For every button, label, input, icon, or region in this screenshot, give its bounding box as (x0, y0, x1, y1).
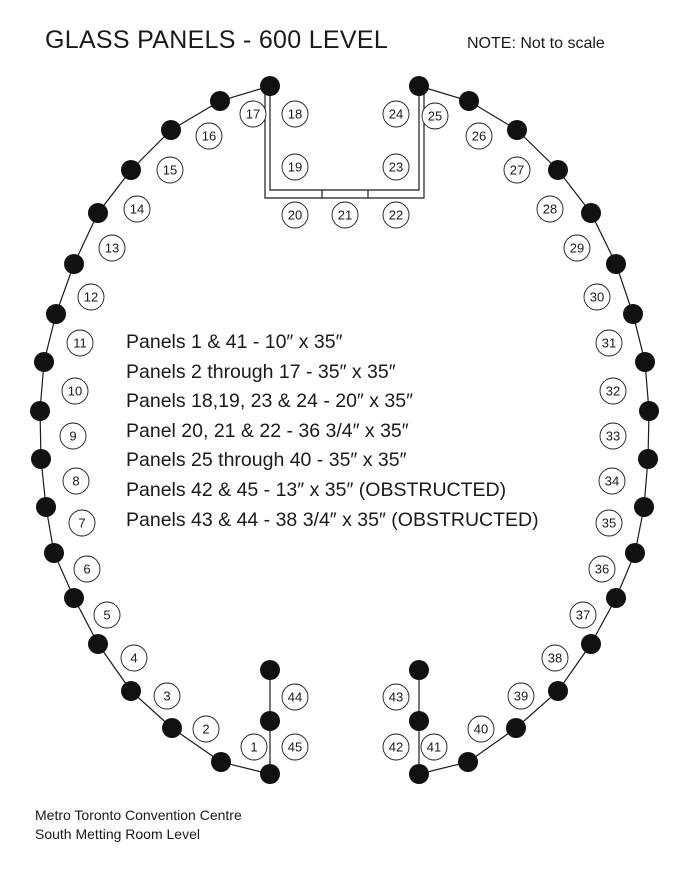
post-marker (548, 681, 568, 701)
post-marker (409, 711, 429, 731)
spec-line: Panels 1 & 41 - 10″ x 35″ (126, 331, 343, 353)
panel-label-25 (422, 103, 448, 129)
panel-label-45 (282, 734, 308, 760)
panel-label-18 (282, 101, 308, 127)
footer (35, 806, 242, 844)
panel-label-1 (241, 734, 267, 760)
panel-label-29 (564, 235, 590, 261)
panel-number: 26 (471, 128, 487, 144)
panel-number: 24 (388, 106, 404, 122)
post-marker (211, 752, 231, 772)
post-marker (634, 497, 654, 517)
post-marker (46, 304, 66, 324)
panel-number: 30 (589, 289, 605, 305)
panel-number: 9 (69, 428, 77, 444)
panel-number: 11 (73, 335, 87, 351)
panel-label-4 (121, 645, 147, 671)
post-marker (260, 660, 280, 680)
panel-label-12 (78, 284, 104, 310)
panel-number: 45 (287, 739, 303, 755)
post-marker (606, 254, 626, 274)
panel-number: 42 (388, 739, 404, 755)
panel-label-21 (332, 202, 358, 228)
panel-number: 31 (601, 335, 617, 351)
panel-number: 38 (547, 650, 563, 666)
post-marker (581, 203, 601, 223)
panel-label-24 (383, 101, 409, 127)
post-marker (30, 401, 50, 421)
post-marker (635, 352, 655, 372)
panel-label-30 (584, 284, 610, 310)
page-title: GLASS PANELS - 600 LEVEL (45, 26, 389, 54)
panel-number: 15 (162, 162, 178, 178)
post-marker (121, 160, 141, 180)
panel-number: 7 (78, 515, 86, 531)
panel-label-14 (124, 196, 150, 222)
spec-line: Panels 18,19, 23 & 24 - 20″ x 35″ (126, 390, 413, 413)
post-marker (260, 76, 280, 96)
panel-label-39 (508, 683, 534, 709)
spec-line: Panels 43 & 44 - 38 3/4″ x 35″ (OBSTRUCTED) (126, 508, 539, 531)
panel-label-11 (67, 330, 93, 356)
panel-number: 6 (83, 561, 91, 577)
footer-level: South Metting Room Level (35, 826, 200, 842)
panel-number: 16 (201, 128, 217, 144)
post-marker (44, 543, 64, 563)
panel-label-34 (599, 468, 625, 494)
post-marker (260, 764, 280, 784)
post-marker (507, 120, 527, 140)
post-marker (64, 254, 84, 274)
panel-spec-list (126, 328, 539, 535)
panel-label-2 (193, 716, 219, 742)
spec-line: Panels 2 through 17 - 35″ x 35″ (126, 360, 396, 383)
footer-venue: Metro Toronto Convention Centre (35, 807, 242, 823)
panel-label-43 (383, 684, 409, 710)
panel-label-42 (383, 734, 409, 760)
panel-label-5 (94, 602, 120, 628)
post-marker (581, 634, 601, 654)
post-marker (121, 681, 141, 701)
post-marker (88, 203, 108, 223)
panel-number: 41 (426, 739, 442, 755)
panel-label-41 (421, 734, 447, 760)
panel-number: 39 (513, 688, 529, 704)
panel-label-3 (154, 683, 180, 709)
panel-label-37 (570, 602, 596, 628)
panel-label-38 (542, 645, 568, 671)
post-marker (64, 588, 84, 608)
panel-label-19 (282, 154, 308, 180)
panel-label-23 (383, 154, 409, 180)
spec-line: Panel 20, 21 & 22 - 36 3/4″ x 35″ (126, 419, 409, 442)
panel-number: 23 (388, 159, 404, 175)
panel-number: 40 (473, 721, 489, 737)
post-marker (34, 352, 54, 372)
post-marker (548, 160, 568, 180)
panel-label-32 (600, 378, 626, 404)
post-marker (36, 497, 56, 517)
post-marker (606, 588, 626, 608)
post-marker (210, 91, 230, 111)
post-marker (161, 120, 181, 140)
panel-label-22 (383, 202, 409, 228)
panel-label-40 (468, 716, 494, 742)
panel-number: 19 (287, 159, 303, 175)
spec-line: Panels 42 & 45 - 13″ x 35″ (OBSTRUCTED) (126, 478, 507, 501)
panel-number: 35 (601, 515, 617, 531)
panel-number: 13 (104, 240, 120, 256)
panel-number: 18 (287, 106, 303, 122)
post-marker (162, 718, 182, 738)
scale-note: NOTE: Not to scale (467, 35, 605, 52)
panel-number: 20 (287, 207, 303, 223)
panel-label-9 (60, 423, 86, 449)
panel-label-44 (282, 684, 308, 710)
panel-number: 10 (67, 383, 83, 399)
panel-number: 25 (427, 108, 443, 124)
panel-number: 34 (604, 473, 620, 489)
panel-label-27 (504, 157, 530, 183)
spec-line: Panels 25 through 40 - 35″ x 35″ (126, 449, 407, 472)
panel-label-28 (537, 196, 563, 222)
panel-label-31 (596, 330, 622, 356)
panel-number: 3 (163, 688, 171, 704)
panel-label-17 (240, 101, 266, 127)
panel-label-36 (589, 556, 615, 582)
panel-number: 36 (594, 561, 610, 577)
post-marker (409, 76, 429, 96)
panel-label-13 (99, 235, 125, 261)
panel-number: 29 (569, 240, 585, 256)
post-marker (409, 660, 429, 680)
post-marker (459, 91, 479, 111)
panel-label-6 (74, 556, 100, 582)
post-marker (623, 304, 643, 324)
panel-number: 32 (605, 383, 621, 399)
post-marker (639, 401, 659, 421)
panel-number: 21 (337, 207, 353, 223)
panel-label-20 (282, 202, 308, 228)
post-marker (31, 449, 51, 469)
post-marker (88, 634, 108, 654)
post-marker (506, 718, 526, 738)
panel-number: 5 (103, 607, 111, 623)
panel-number: 14 (129, 201, 145, 217)
panel-number: 8 (72, 473, 80, 489)
panel-label-15 (157, 157, 183, 183)
panel-label-35 (596, 510, 622, 536)
panel-number: 27 (509, 162, 525, 178)
panel-number: 17 (245, 106, 261, 122)
panel-label-8 (63, 468, 89, 494)
post-marker (625, 543, 645, 563)
panel-number: 22 (388, 207, 404, 223)
panel-label-10 (62, 378, 88, 404)
post-marker (638, 449, 658, 469)
post-marker (409, 764, 429, 784)
panel-label-16 (196, 123, 222, 149)
panel-number: 28 (542, 201, 558, 217)
post-marker (260, 711, 280, 731)
panel-label-33 (600, 423, 626, 449)
panel-number: 43 (388, 689, 404, 705)
panel-number: 4 (130, 650, 138, 666)
panel-number: 2 (202, 721, 210, 737)
panel-number: 44 (287, 689, 303, 705)
panel-number: 33 (605, 428, 621, 444)
panel-label-26 (466, 123, 492, 149)
panel-label-7 (69, 510, 95, 536)
panel-number: 12 (83, 289, 99, 305)
post-marker (458, 752, 478, 772)
panel-number: 37 (575, 607, 591, 623)
panel-number: 1 (250, 739, 258, 755)
